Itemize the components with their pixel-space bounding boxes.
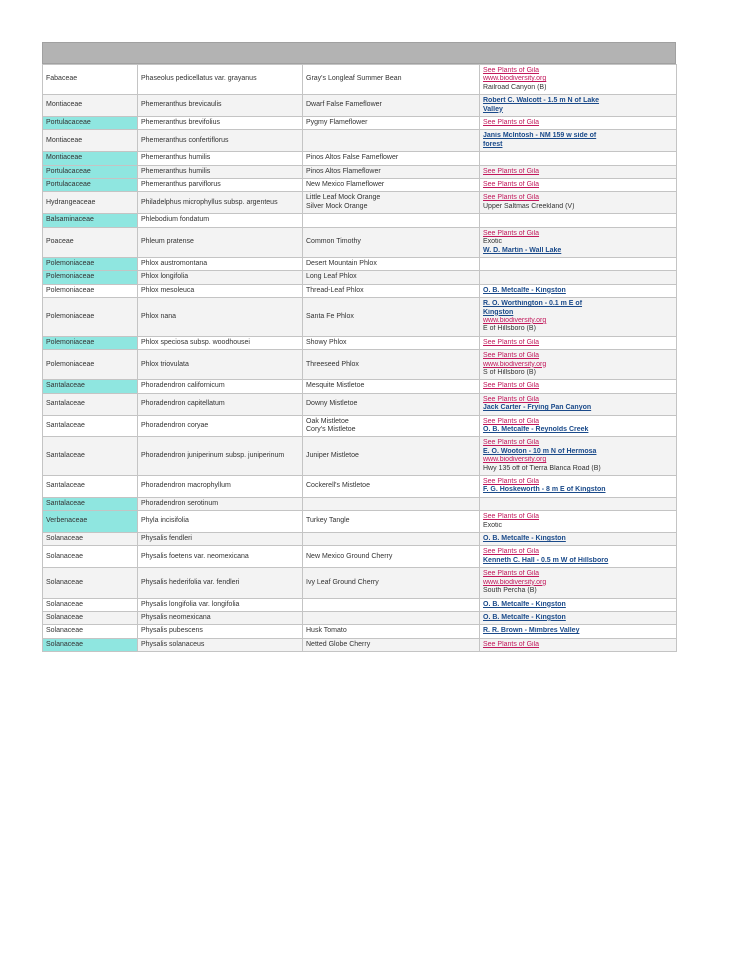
reference-link[interactable]: Valley	[483, 105, 503, 113]
reference-note: Railroad Canyon (B)	[483, 83, 547, 91]
scientific-name-cell: Phlebodium fondatum	[138, 214, 303, 227]
reference-link[interactable]: See Plants of Gila	[483, 478, 540, 486]
reference-note: Upper Saltmas Creekland (V)	[483, 202, 575, 210]
plant-table	[42, 64, 677, 652]
reference-link[interactable]: www.biodiversity.org	[483, 75, 547, 83]
common-name-cell: Dwarf False Fameflower	[303, 95, 480, 117]
table-row	[43, 130, 677, 152]
references-cell	[480, 638, 677, 651]
table-row	[43, 638, 677, 651]
family-cell: Polemoniaceae	[43, 350, 138, 380]
family-cell: Portulacaceae	[43, 117, 138, 130]
reference-link[interactable]: See Plants of Gila	[483, 382, 540, 390]
family-cell: Verbenaceae	[43, 511, 138, 533]
reference-link[interactable]: See Plants of Gila	[483, 548, 540, 556]
references-cell	[480, 271, 677, 284]
table-row	[43, 611, 677, 624]
references-cell	[480, 476, 677, 498]
family-cell: Balsaminaceae	[43, 214, 138, 227]
common-name-cell: Long Leaf Phlox	[303, 271, 480, 284]
references-cell	[480, 298, 677, 337]
family-cell: Montiaceae	[43, 95, 138, 117]
scientific-name-cell: Phoradendron californicum	[138, 380, 303, 393]
scientific-name-cell: Phemeranthus parviflorus	[138, 179, 303, 192]
family-cell: Portulacaceae	[43, 165, 138, 178]
family-cell: Santalaceae	[43, 415, 138, 437]
reference-link[interactable]: O. B. Metcalfe - Kingston	[483, 286, 566, 294]
common-name-cell	[303, 533, 480, 546]
table-row	[43, 437, 677, 476]
scientific-name-cell: Physalis foetens var. neomexicana	[138, 546, 303, 568]
common-name-cell: Threeseed Phlox	[303, 350, 480, 380]
scientific-name-cell: Phemeranthus brevicaulis	[138, 95, 303, 117]
references-cell	[480, 598, 677, 611]
references-cell	[480, 511, 677, 533]
reference-link[interactable]: See Plants of Gila	[483, 194, 540, 202]
scientific-name-cell: Phoradendron serotinum	[138, 497, 303, 510]
family-cell: Polemoniaceae	[43, 284, 138, 297]
reference-link[interactable]: forest	[483, 140, 503, 148]
common-name-cell: Cockerell's Mistletoe	[303, 476, 480, 498]
common-name-cell: Netted Globe Cherry	[303, 638, 480, 651]
reference-link[interactable]: F. G. Hoskeworth - 8 m E of Kingston	[483, 486, 606, 494]
common-name-cell: Mesquite Mistletoe	[303, 380, 480, 393]
family-cell: Fabaceae	[43, 65, 138, 95]
references-cell	[480, 192, 677, 214]
scientific-name-cell: Phlox nana	[138, 298, 303, 337]
table-row	[43, 476, 677, 498]
table-row	[43, 598, 677, 611]
scientific-name-cell: Phoradendron capitellatum	[138, 393, 303, 415]
reference-link[interactable]: O. B. Metcalfe - Kingston	[483, 535, 566, 543]
table-row	[43, 165, 677, 178]
reference-link[interactable]: O. B. Metcalfe - Kingston	[483, 613, 566, 621]
common-name-cell: Thread-Leaf Phlox	[303, 284, 480, 297]
scientific-name-cell: Phlox speciosa subsp. woodhousei	[138, 336, 303, 349]
common-name-cell: Juniper Mistletoe	[303, 437, 480, 476]
references-cell	[480, 568, 677, 598]
table-row	[43, 284, 677, 297]
references-cell	[480, 214, 677, 227]
scientific-name-cell: Phaseolus pedicellatus var. grayanus	[138, 65, 303, 95]
reference-link[interactable]: See Plants of Gila	[483, 439, 540, 447]
family-cell: Solanaceae	[43, 611, 138, 624]
reference-link[interactable]: See Plants of Gila	[483, 352, 540, 360]
common-name-cell: Pinos Altos False Fameflower	[303, 152, 480, 165]
references-cell	[480, 546, 677, 568]
references-cell	[480, 497, 677, 510]
reference-note: Exotic	[483, 238, 503, 246]
reference-link[interactable]: Kenneth C. Hall - 0.5 m W of Hillsboro	[483, 556, 609, 564]
plant-table-body	[43, 65, 677, 652]
reference-link[interactable]: www.biodiversity.org	[483, 578, 547, 586]
reference-link[interactable]: See Plants of Gila	[483, 640, 540, 648]
table-row	[43, 152, 677, 165]
table-row	[43, 511, 677, 533]
reference-link[interactable]: See Plants of Gila	[483, 167, 540, 175]
family-cell: Solanaceae	[43, 546, 138, 568]
common-name-cell: Desert Mountain Phlox	[303, 257, 480, 270]
scientific-name-cell: Physalis solanaceus	[138, 638, 303, 651]
reference-link[interactable]: R. R. Brown - Mimbres Valley	[483, 627, 580, 635]
scientific-name-cell: Physalis pubescens	[138, 625, 303, 638]
reference-link[interactable]: www.biodiversity.org	[483, 456, 547, 464]
family-cell: Santalaceae	[43, 437, 138, 476]
reference-link[interactable]: See Plants of Gila	[483, 67, 540, 74]
scientific-name-cell: Phoradendron macrophyllum	[138, 476, 303, 498]
family-cell: Hydrangeaceae	[43, 192, 138, 214]
plant-list	[42, 42, 676, 652]
scientific-name-cell: Physalis longifolia var. longifolia	[138, 598, 303, 611]
family-cell: Montiaceae	[43, 130, 138, 152]
table-row	[43, 257, 677, 270]
common-name-cell: Pinos Altos Flameflower	[303, 165, 480, 178]
table-row	[43, 546, 677, 568]
table-header-bar	[42, 42, 676, 64]
scientific-name-cell: Phemeranthus confertiflorus	[138, 130, 303, 152]
reference-note: Exotic	[483, 521, 503, 529]
scientific-name-cell: Phemeranthus brevifolius	[138, 117, 303, 130]
references-cell	[480, 152, 677, 165]
reference-link[interactable]: Kingston	[483, 308, 514, 316]
table-row	[43, 179, 677, 192]
common-name-cell: Showy Phlox	[303, 336, 480, 349]
references-cell	[480, 117, 677, 130]
references-cell	[480, 393, 677, 415]
common-name-cell: Downy Mistletoe	[303, 393, 480, 415]
family-cell: Solanaceae	[43, 638, 138, 651]
table-row	[43, 625, 677, 638]
references-cell	[480, 130, 677, 152]
common-name-cell: Pygmy Flameflower	[303, 117, 480, 130]
common-name-cell	[303, 611, 480, 624]
references-cell	[480, 380, 677, 393]
family-cell: Polemoniaceae	[43, 271, 138, 284]
table-row	[43, 192, 677, 214]
scientific-name-cell: Phyla incisifolia	[138, 511, 303, 533]
references-cell	[480, 336, 677, 349]
scientific-name-cell: Physalis hederifolia var. fendleri	[138, 568, 303, 598]
reference-link[interactable]: O. B. Metcalfe - Kingston	[483, 600, 566, 608]
family-cell: Santalaceae	[43, 380, 138, 393]
reference-note: S of Hillsboro (B)	[483, 368, 536, 376]
references-cell	[480, 415, 677, 437]
common-name-cell: New Mexico Flameflower	[303, 179, 480, 192]
reference-note: E of Hillsboro (B)	[483, 325, 536, 333]
table-row	[43, 65, 677, 95]
common-name-cell	[303, 130, 480, 152]
references-cell	[480, 350, 677, 380]
reference-link[interactable]: W. D. Martin - Wall Lake	[483, 246, 562, 254]
reference-link[interactable]: See Plants of Gila	[483, 513, 540, 521]
scientific-name-cell: Phlox longifolia	[138, 271, 303, 284]
family-cell: Solanaceae	[43, 568, 138, 598]
reference-link[interactable]: See Plants of Gila	[483, 395, 540, 403]
common-name-cell: Husk Tomato	[303, 625, 480, 638]
common-name-cell: New Mexico Ground Cherry	[303, 546, 480, 568]
reference-note: South Percha (B)	[483, 587, 537, 595]
reference-link[interactable]: O. B. Metcalfe - Reynolds Creek	[483, 426, 589, 433]
common-name-cell	[303, 214, 480, 227]
common-name-cell: Ivy Leaf Ground Cherry	[303, 568, 480, 598]
common-name-cell: Turkey Tangle	[303, 511, 480, 533]
scientific-name-cell: Phoradendron juniperinum subsp. juniperinum	[138, 437, 303, 476]
table-row	[43, 271, 677, 284]
common-name-cell: Oak Mistletoe Cory's Mistletoe	[303, 415, 480, 437]
scientific-name-cell: Philadelphus microphyllus subsp. argenteus	[138, 192, 303, 214]
family-cell: Santalaceae	[43, 393, 138, 415]
table-row	[43, 497, 677, 510]
scientific-name-cell: Phleum pratense	[138, 227, 303, 257]
common-name-cell: Santa Fe Phlox	[303, 298, 480, 337]
reference-link[interactable]: See Plants of Gila	[483, 570, 540, 578]
table-row	[43, 298, 677, 337]
family-cell: Santalaceae	[43, 497, 138, 510]
table-row	[43, 117, 677, 130]
table-row	[43, 380, 677, 393]
scientific-name-cell: Phemeranthus humilis	[138, 165, 303, 178]
reference-link[interactable]: Robert C. Walcott - 1.5 m N of Lake	[483, 97, 600, 105]
reference-link[interactable]: See Plants of Gila	[483, 119, 540, 127]
scientific-name-cell: Phemeranthus humilis	[138, 152, 303, 165]
table-row	[43, 533, 677, 546]
reference-link[interactable]: www.biodiversity.org	[483, 316, 547, 324]
references-cell	[480, 437, 677, 476]
family-cell: Polemoniaceae	[43, 336, 138, 349]
family-cell: Poaceae	[43, 227, 138, 257]
scientific-name-cell: Phlox austromontana	[138, 257, 303, 270]
reference-link[interactable]: R. O. Worthington - 0.1 m E of	[483, 300, 583, 308]
reference-link[interactable]: See Plants of Gila	[483, 338, 540, 346]
scientific-name-cell: Phlox triovulata	[138, 350, 303, 380]
table-row	[43, 415, 677, 437]
common-name-cell: Gray's Longleaf Summer Bean	[303, 65, 480, 95]
table-row	[43, 568, 677, 598]
common-name-cell	[303, 598, 480, 611]
reference-link[interactable]: E. O. Wooton - 10 m N of Hermosa	[483, 447, 597, 455]
reference-link[interactable]: See Plants of Gila	[483, 181, 540, 189]
table-row	[43, 95, 677, 117]
scientific-name-cell: Physalis neomexicana	[138, 611, 303, 624]
scientific-name-cell: Phoradendron coryae	[138, 415, 303, 437]
family-cell: Polemoniaceae	[43, 257, 138, 270]
reference-link[interactable]: Jack Carter - Frying Pan Canyon	[483, 404, 592, 412]
table-row	[43, 393, 677, 415]
references-cell	[480, 165, 677, 178]
references-cell	[480, 257, 677, 270]
references-cell	[480, 533, 677, 546]
family-cell: Solanaceae	[43, 533, 138, 546]
table-row	[43, 336, 677, 349]
family-cell: Santalaceae	[43, 476, 138, 498]
common-name-cell: Little Leaf Mock Orange Silver Mock Orange	[303, 192, 480, 214]
family-cell: Solanaceae	[43, 598, 138, 611]
references-cell	[480, 95, 677, 117]
reference-link[interactable]: Janis McIntosh - NM 159 w side of	[483, 132, 597, 140]
reference-link[interactable]: See Plants of Gila	[483, 417, 540, 425]
reference-note: Hwy 135 off of Tierra Blanca Road (B)	[483, 464, 601, 472]
references-cell	[480, 611, 677, 624]
family-cell: Solanaceae	[43, 625, 138, 638]
common-name-cell	[303, 497, 480, 510]
family-cell: Montiaceae	[43, 152, 138, 165]
table-row	[43, 214, 677, 227]
common-name-cell: Common Timothy	[303, 227, 480, 257]
family-cell: Polemoniaceae	[43, 298, 138, 337]
table-row	[43, 350, 677, 380]
references-cell	[480, 625, 677, 638]
scientific-name-cell: Physalis fendleri	[138, 533, 303, 546]
references-cell	[480, 179, 677, 192]
table-row	[43, 227, 677, 257]
family-cell: Portulacaceae	[43, 179, 138, 192]
reference-link[interactable]: www.biodiversity.org	[483, 360, 547, 368]
references-cell	[480, 227, 677, 257]
reference-link[interactable]: See Plants of Gila	[483, 229, 540, 237]
references-cell	[480, 284, 677, 297]
references-cell	[480, 65, 677, 95]
scientific-name-cell: Phlox mesoleuca	[138, 284, 303, 297]
